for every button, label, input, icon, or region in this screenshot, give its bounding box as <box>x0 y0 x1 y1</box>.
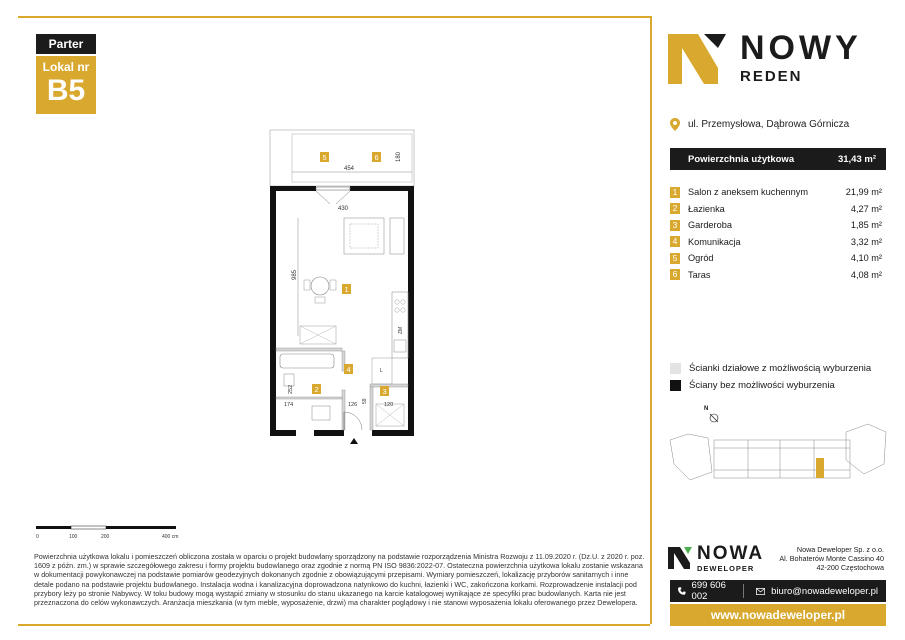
room-row <box>670 184 882 201</box>
dim-985: 985 <box>292 269 298 280</box>
room-row <box>670 267 882 284</box>
nowa-logo-icon <box>668 545 692 569</box>
disclaimer-text: Powierzchnia użytkowa lokalu i pomieszczeń obliczona została w oparciu o projekt budowlany sporządzony na podstawie rozporządzenia Ministra Rozwoju z 11.09.2020 r. (Dz.U. z 2020 r. poz. 1609 z późn. zm.) w sprawie szczegółowego zakresu i formy projektu budowlanego oraz zgodnie z normą PN ISO 9836:2022-07. Ostateczna powierzchnia użytkowa lokalu zostanie wskazana w dokumentacji powykonawczej na podstawie pomiarów geodezyjnych dokonanych zgodnie z obowiązującymi przepisami. Wymiary pomieszczeń, lokalizację przyborów sanitarnych i inne detale podano na podstawie projektu budowlanego. Instalacja wodna i kanalizacyjna doprowadzona natynkowo do kuchni, łazienki i WC, zakończona korkami. Rozprowadzenie instalacji pod przybory leży po stronie Nabywcy. W toku budowy mogą wystąpić zmiany w stosunku do stanu ukazanego na karcie katalogowej wynikające ze specyfiki prac budowlanych. Karta nie jest przeznaczona do celów wykonawczych. Aranżacja mieszkania (w tym meble, wyposażenie, drzwi) ma charakter poglądowy i nie stanowi wyposażenia lokalu oferowanego przez Dewelopera. <box>34 552 645 608</box>
floor-tag: Parter <box>36 34 96 54</box>
partition-bath-mid <box>276 397 342 399</box>
building-key-map <box>668 402 890 498</box>
svg-text:5: 5 <box>322 153 327 162</box>
dim-126: 126 <box>348 402 358 408</box>
label-1 <box>342 284 351 294</box>
company-line-3: 42-200 Częstochowa <box>816 563 884 572</box>
room-row <box>670 234 882 251</box>
legend-swatch-structural <box>670 380 681 391</box>
unit-label: Lokal nr <box>42 60 90 74</box>
entrance-arrow <box>350 438 358 444</box>
room-name: Komunikacja <box>688 236 741 247</box>
room-number: 5 <box>670 253 680 264</box>
toilet <box>284 374 294 386</box>
room-number: 3 <box>670 220 680 231</box>
wall-right <box>408 186 414 436</box>
legend-row <box>670 360 871 377</box>
label-6 <box>372 152 381 162</box>
company-line-1: Nowa Deweloper Sp. z o.o. <box>796 545 884 554</box>
scale-bar <box>36 524 186 544</box>
terrace-outline <box>292 134 412 182</box>
wall-left <box>270 186 276 436</box>
label-4 <box>344 364 353 374</box>
room-row <box>670 201 882 218</box>
label-2 <box>312 384 321 394</box>
room-area: 3,32 m² <box>850 236 882 247</box>
website-link[interactable]: www.nowadeweloper.pl <box>670 604 886 626</box>
room-list <box>670 184 882 283</box>
contact-bar <box>670 580 886 602</box>
legend-swatch-partition <box>670 363 681 374</box>
room-area: 4,27 m² <box>850 203 882 214</box>
room-number: 2 <box>670 203 680 214</box>
dim-120: 120 <box>384 402 394 408</box>
wall-top-right <box>350 186 414 191</box>
usable-area-bar <box>670 148 886 170</box>
phone-icon <box>678 586 686 596</box>
fixture-l: L <box>380 368 383 374</box>
scale-100: 100 <box>69 534 78 540</box>
room-name: Salon z aneksem kuchennym <box>688 187 809 198</box>
contact-separator <box>743 584 744 598</box>
location-pin-icon <box>670 118 680 131</box>
email-link[interactable]: biuro@nowadeweloper.pl <box>771 585 878 597</box>
bottom-divider <box>18 624 650 626</box>
wall-bottom-left <box>270 430 296 436</box>
wall-bottom-right <box>372 430 414 436</box>
room-name: Ogród <box>688 253 714 264</box>
room-name: Garderoba <box>688 220 732 231</box>
partition-bath-top <box>276 348 342 351</box>
scale-200: 200 <box>101 534 110 540</box>
wall-legend <box>670 360 871 394</box>
vertical-divider <box>650 16 652 624</box>
room-area: 21,99 m² <box>845 187 882 198</box>
wall-top-left <box>270 186 316 191</box>
legend-label: Ściany bez możliwości wyburzenia <box>689 380 835 391</box>
developer-name: NOWA <box>697 543 765 564</box>
armchair <box>390 218 404 254</box>
balcony-door <box>316 187 350 190</box>
room-row <box>670 217 882 234</box>
usable-area-label: Powierzchnia użytkowa <box>688 153 795 165</box>
partition-wardrobe-left <box>370 387 373 430</box>
top-divider <box>18 16 650 18</box>
unit-tag <box>36 56 96 114</box>
floor-plan <box>240 122 440 452</box>
scale-0: 0 <box>36 534 39 540</box>
room-number: 1 <box>670 187 680 198</box>
dining-table <box>311 277 329 295</box>
legend-row <box>670 377 871 394</box>
dim-430: 430 <box>338 206 349 212</box>
address-text: ul. Przemysłowa, Dąbrowa Górnicza <box>688 119 850 130</box>
developer-subname: DEWELOPER <box>697 564 755 573</box>
room-row <box>670 250 882 267</box>
room-area: 1,85 m² <box>850 220 882 231</box>
scale-400: 400 cm <box>162 534 179 540</box>
dim-252: 252 <box>288 384 294 394</box>
legend-label: Ścianki działowe z możliwością wyburzenia <box>689 363 872 374</box>
room-area: 4,08 m² <box>850 269 882 280</box>
room-name: Taras <box>688 269 711 280</box>
dim-59: 59 <box>362 398 368 404</box>
north-label: N <box>704 406 709 412</box>
dim-454: 454 <box>344 166 355 172</box>
company-line-2: Al. Bohaterów Monte Cassino 40 <box>779 554 884 563</box>
washbasin <box>312 406 330 420</box>
kitchen-sink <box>394 340 406 352</box>
garden-outline <box>270 130 414 186</box>
brand-name: NOWY <box>740 29 862 67</box>
svg-text:6: 6 <box>374 153 379 162</box>
usable-area-value: 31,43 m² <box>837 153 876 165</box>
partition-bath-right-low <box>342 390 345 430</box>
room-name: Łazienka <box>688 203 725 214</box>
bathtub <box>280 354 334 368</box>
fixture-zm: ZM <box>398 326 404 334</box>
address <box>670 118 849 131</box>
dim-180: 180 <box>396 151 402 162</box>
svg-text:4: 4 <box>346 365 351 374</box>
label-3 <box>380 386 389 396</box>
phone-link[interactable]: 699 606 002 <box>691 580 726 602</box>
svg-text:1: 1 <box>344 285 349 294</box>
room-area: 4,10 m² <box>850 253 882 264</box>
wall-bottom-mid <box>314 430 344 436</box>
room-number: 6 <box>670 269 680 280</box>
unit-highlight <box>816 458 824 478</box>
kitchen-counter <box>392 292 408 358</box>
room-number: 4 <box>670 236 680 247</box>
svg-text:3: 3 <box>382 387 387 396</box>
dim-174: 174 <box>284 402 294 408</box>
company-info <box>760 545 884 572</box>
mail-icon <box>756 587 765 596</box>
unit-number: B5 <box>46 74 86 107</box>
nowy-reden-logo-icon <box>668 34 728 84</box>
svg-text:2: 2 <box>314 385 319 394</box>
brand-subname: REDEN <box>740 68 803 85</box>
label-5 <box>320 152 329 162</box>
